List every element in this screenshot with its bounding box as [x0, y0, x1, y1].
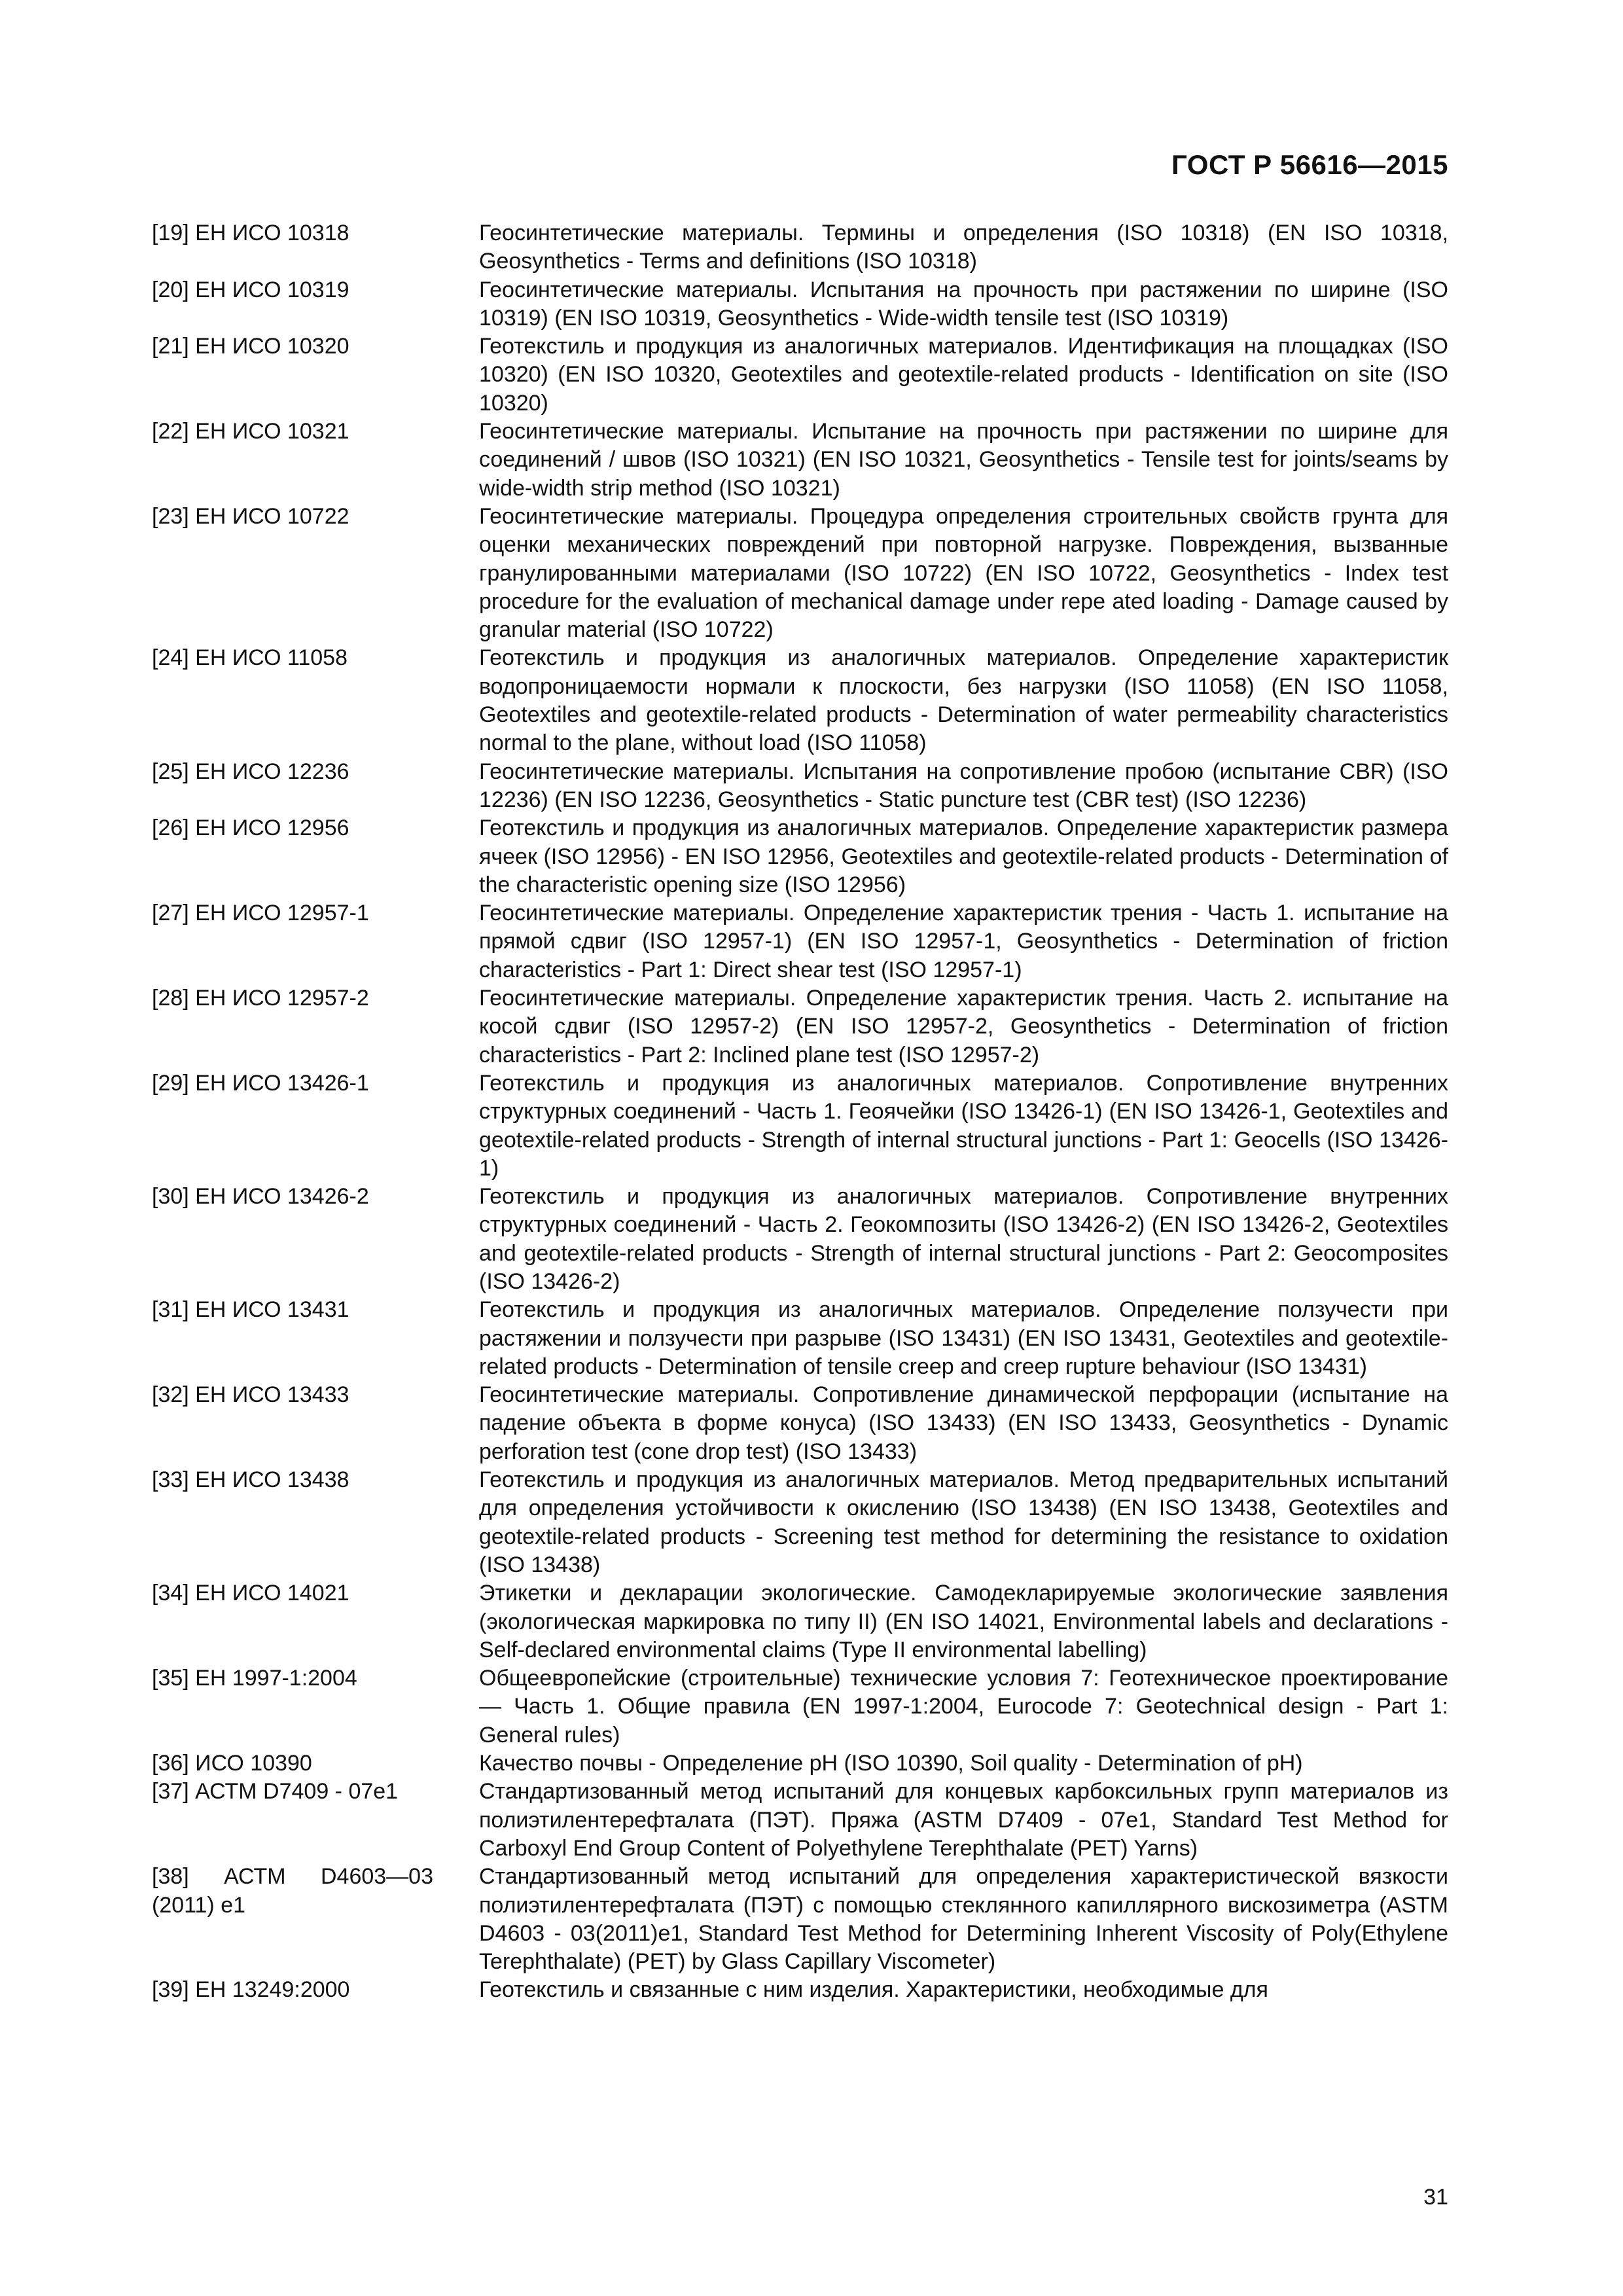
reference-code: [24] ЕН ИСО 11058 [152, 645, 348, 671]
reference-code: [21] ЕН ИСО 10320 [152, 334, 349, 359]
bibliography-entry [152, 1664, 1448, 1749]
reference-description: Геосинтетические материалы. Испытания на прочность при растяжении по ширине (ISO 10319) (EN ISO 10319, Geosynthetics - Wide-width tensile test (ISO 10319) [479, 277, 1448, 331]
reference-description: Геотекстиль и продукция из аналогичных материалов. Сопротивление внутренних структурных соединений - Часть 1. Геоячейки (ISO 13426-1) (EN ISO 13426-1, Geotextiles and geotextile-related products - Strength of internal structural junctions - Part 1: Geocells (ISO 13426-1) [479, 1070, 1448, 1181]
reference-description: Геосинтетические материалы. Испытание на прочность при растяжении по ширине для соединений / швов (ISO 10321) (EN ISO 10321, Geosynthetics - Tensile test for joints/seams by wide-width strip method (ISO 10321) [479, 419, 1448, 501]
reference-code: [25] ЕН ИСО 12236 [152, 759, 349, 784]
reference-code: [34] ЕН ИСО 14021 [152, 1581, 349, 1606]
reference-code: [33] ЕН ИСО 13438 [152, 1467, 349, 1493]
reference-description: Геосинтетические материалы. Процедура определения строительных свойств грунта для оценки механических повреждений при повторной нагрузке. Повреждения, вызванные гранулированными материалами (ISO 10722) (EN ISO 10722, Geosynthetics - Index test procedure for the evaluation of mechanical damage under repe ated loading - Damage caused by granular material (ISO 10722) [479, 503, 1448, 643]
reference-code: [32] ЕН ИСО 13433 [152, 1382, 349, 1408]
bibliography-entry [152, 1976, 1448, 2004]
bibliography-entry [152, 758, 1448, 815]
reference-code: [27] ЕН ИСО 12957-1 [152, 901, 369, 926]
bibliography-list [152, 219, 1448, 2005]
bibliography-entry [152, 1183, 1448, 1296]
reference-code: [19] ЕН ИСО 10318 [152, 221, 349, 245]
reference-description: Геотекстиль и продукция из аналогичных материалов. Сопротивление внутренних структурных соединений - Часть 2. Геокомпозиты (ISO 13426-2) (EN ISO 13426-2, Geotextiles and geotextile-related products - Strength of internal structural junctions - Part 2: Geocomposites (ISO 13426-2) [479, 1184, 1448, 1294]
reference-description: Геосинтетические материалы. Термины и определения (ISO 10318) (EN ISO 10318, Geosynthetics - Terms and definitions (ISO 10318) [479, 221, 1448, 274]
reference-code: [23] ЕН ИСО 10722 [152, 503, 349, 529]
reference-description: Геотекстиль и продукция из аналогичных материалов. Определение характеристик водопроницаемости нормали к плоскости, без нагрузки (ISO 11058) (EN ISO 11058, Geotextiles and geotextile-related products - Determination of water permeability characteristics normal to the plane, without load (ISO 11058) [479, 645, 1448, 756]
reference-description: Геосинтетические материалы. Сопротивление динамической перфорации (испытание на падение объекта в форме конуса) (ISO 13433) (EN ISO 13433, Geosynthetics - Dynamic perforation test (cone drop test) (ISO 13433) [479, 1382, 1448, 1464]
reference-description: Геосинтетические материалы. Испытания на сопротивление пробою (испытание CBR) (ISO 12236) (EN ISO 12236, Geosynthetics - Static puncture test (CBR test) (ISO 12236) [479, 759, 1448, 812]
reference-description: Геотекстиль и продукция из аналогичных материалов. Идентификация на площадках (ISO 10320) (EN ISO 10320, Geotextiles and geotextile-related products - Identification on site (ISO 10320) [479, 334, 1448, 416]
reference-code: [35] ЕН 1997-1:2004 [152, 1666, 357, 1691]
reference-description: Этикетки и декларации экологические. Самодекларируемые экологические заявления (экологическая маркировка по типу II) (EN ISO 14021, Environmental labels and declarations - Self-declared environmental claims (Type II environmental labelling) [479, 1581, 1448, 1662]
reference-code: [38] АСТМ D4603—03 (2011) e1 [152, 1864, 433, 1918]
bibliography-entry [152, 1579, 1448, 1664]
bibliography-entry [152, 219, 1448, 276]
bibliography-entry [152, 503, 1448, 644]
reference-code: [31] ЕН ИСО 13431 [152, 1297, 349, 1323]
bibliography-entry [152, 1466, 1448, 1579]
reference-description: Общеевропейские (строительные) технические условия 7: Геотехническое проектирование — Часть 1. Общие правила (EN 1997-1:2004, Eurocode 7: Geotechnical design - Part 1: General rules) [479, 1666, 1448, 1748]
bibliography-entry [152, 1778, 1448, 1863]
page-number: 31 [1423, 2185, 1448, 2210]
reference-code: [36] ИСО 10390 [152, 1751, 312, 1776]
bibliography-entry [152, 276, 1448, 333]
reference-code: [30] ЕН ИСО 13426-2 [152, 1184, 369, 1210]
reference-description: Геосинтетические материалы. Определение характеристик трения - Часть 1. испытание на прямой сдвиг (ISO 12957-1) (EN ISO 12957-1, Geosynthetics - Determination of friction characteristics - Part 1: Direct shear test (ISO 12957-1) [479, 901, 1448, 982]
reference-code: [22] ЕН ИСО 10321 [152, 419, 349, 444]
bibliography-entry [152, 644, 1448, 757]
bibliography-entry [152, 1863, 1448, 1976]
reference-description: Геотекстиль и продукция из аналогичных материалов. Определение характеристик размера ячеек (ISO 12956) - EN ISO 12956, Geotextiles and geotextile-related products - Determination of the characteristic opening size (ISO 12956) [479, 816, 1448, 897]
bibliography-entry [152, 418, 1448, 503]
bibliography-entry [152, 984, 1448, 1069]
reference-code: [28] ЕН ИСО 12957-2 [152, 986, 369, 1011]
reference-description: Геотекстиль и связанные с ним изделия. Характеристики, необходимые для [479, 1977, 1268, 2003]
reference-description: Стандартизованный метод испытаний для определения характеристической вязкости полиэтилентерефталата (ПЭТ) с помощью стеклянного капиллярного вискозиметра (ASTM D4603 - 03(2011)e1, Standard Test Method for Determining Inherent Viscosity of Poly(Ethylene Terephthalate) (PET) by Glass Capillary Viscometer) [479, 1864, 1448, 1975]
bibliography-entry [152, 899, 1448, 984]
reference-description: Стандартизованный метод испытаний для концевых карбоксильных групп материалов из полиэтилентерефталата (ПЭТ). Пряжа (ASTM D7409 - 07e1, Standard Test Method for Carboxyl End Group Content of Polyethylene Terephthalate (PET) Yarns) [479, 1779, 1448, 1861]
reference-description: Геотекстиль и продукция из аналогичных материалов. Метод предварительных испытаний для определения устойчивости к окислению (ISO 13438) (EN ISO 13438, Geotextiles and geotextile-related products - Screening test method for determining the resistance to oxidation (ISO 13438) [479, 1467, 1448, 1577]
reference-description: Геосинтетические материалы. Определение характеристик трения. Часть 2. испытание на косой сдвиг (ISO 12957-2) (EN ISO 12957-2, Geosynthetics - Determination of friction characteristics - Part 2: Inclined plane test (ISO 12957-2) [479, 986, 1448, 1067]
bibliography-entry [152, 814, 1448, 899]
reference-code: [29] ЕН ИСО 13426-1 [152, 1070, 369, 1096]
reference-code: [37] АСТМ D7409 - 07e1 [152, 1779, 399, 1804]
reference-description: Геотекстиль и продукция из аналогичных материалов. Определение ползучести при растяжении и ползучести при разрыве (ISO 13431) (EN ISO 13431, Geotextiles and geotextile-related products - Determination of tensile creep and creep rupture behaviour (ISO 13431) [479, 1297, 1448, 1379]
bibliography-entry [152, 1749, 1448, 1778]
bibliography-entry [152, 1381, 1448, 1466]
standard-designation: ГОСТ Р 56616—2015 [1171, 149, 1448, 180]
bibliography-entry [152, 1296, 1448, 1381]
reference-description: Качество почвы - Определение pH (ISO 10390, Soil quality - Determination of pH) [479, 1751, 1303, 1776]
bibliography-entry [152, 332, 1448, 418]
reference-code: [20] ЕН ИСО 10319 [152, 277, 349, 302]
reference-code: [26] ЕН ИСО 12956 [152, 816, 349, 841]
bibliography-entry [152, 1069, 1448, 1183]
reference-code: [39] ЕН 13249:2000 [152, 1977, 350, 2003]
